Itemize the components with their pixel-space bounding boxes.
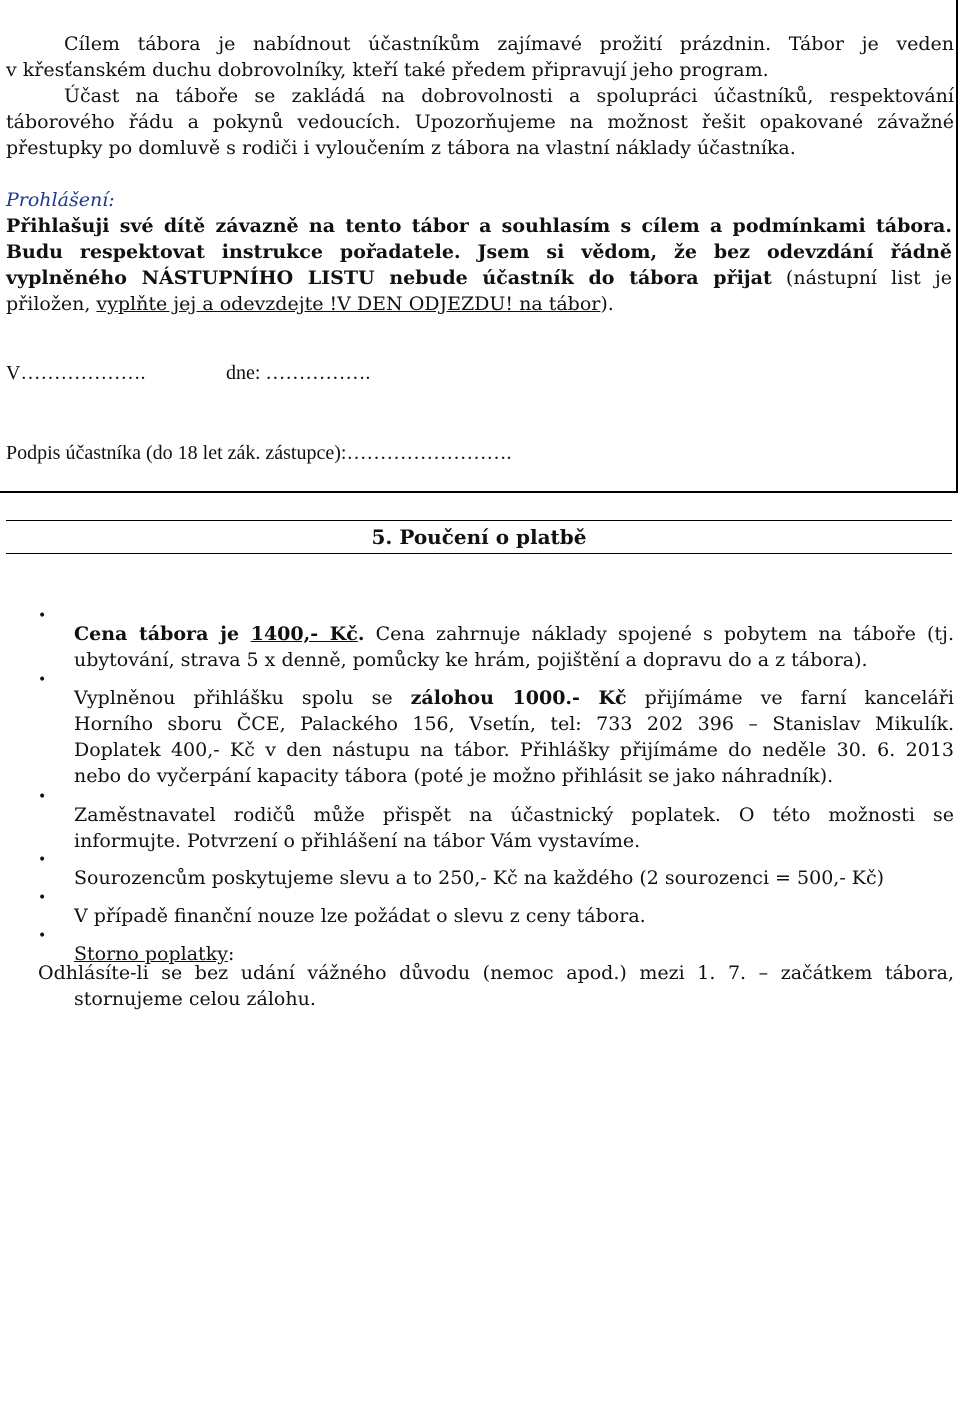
payment-item-1-line-1 bbox=[74, 621, 954, 647]
intro-line-1: Cílem tábora je nabídnout účastníkům zajímavé prožití prázdnin. Tábor je veden bbox=[64, 33, 954, 55]
price-label: Cena tábora je bbox=[74, 623, 251, 645]
declaration-label: Prohlášení: bbox=[6, 189, 115, 211]
intro-line-5: přestupky po domluvě s rodiči i vyloučením z tábora na vlastní náklady účastníka. bbox=[6, 137, 796, 159]
bullet-icon: • bbox=[38, 928, 47, 944]
payment-item-2-line-1 bbox=[74, 685, 954, 711]
price-dot: . bbox=[357, 623, 365, 645]
storno-heading: Storno poplatky bbox=[74, 943, 228, 965]
payment-item-3-line-2: informujte. Potvrzení o přihlášení na tábor Vám vystavíme. bbox=[74, 830, 641, 852]
price-desc: Cena zahrnuje náklady spojené s pobytem na táboře (tj. bbox=[364, 623, 954, 645]
deposit-amount: zálohou 1000.- Kč bbox=[410, 687, 627, 709]
section-title: 5. Poučení o platbě bbox=[371, 525, 587, 549]
deposit-text-b: přijímáme ve farní kanceláři bbox=[626, 687, 954, 709]
declaration-line-4-underlined: vyplňte jej a odevzdejte !V DEN ODJEZDU! na tábor bbox=[96, 293, 601, 315]
intro-line-4: táborového řádu a pokynů vedoucích. Upozorňujeme na možnost řešit opakované závažné bbox=[6, 111, 954, 133]
payment-item-1-line-2: ubytování, strava 5 x denně, pomůcky ke hrám, pojištění a dopravu do a z tábora). bbox=[74, 649, 868, 671]
place-field[interactable]: V………………. bbox=[6, 362, 146, 384]
storno-line-1: Odhlásíte-li se bez udání vážného důvodu (nemoc apod.) mezi 1. 7. – začátkem tábora, bbox=[38, 962, 954, 984]
declaration-line-4-a: přiložen, bbox=[6, 293, 97, 315]
declaration-line-3 bbox=[6, 265, 952, 291]
payment-item-5: V případě finanční nouze lze požádat o slevu z ceny tábora. bbox=[74, 905, 646, 927]
bullet-icon: • bbox=[38, 672, 47, 688]
section-heading bbox=[6, 520, 952, 554]
payment-item-2-line-2: Horního sboru ČCE, Palackého 156, Vsetín, tel: 733 202 396 – Stanislav Mikulík. bbox=[74, 713, 954, 735]
payment-item-2-line-4: nebo do vyčerpání kapacity tábora (poté je možno přihlásit se jako náhradník). bbox=[74, 765, 834, 787]
bullet-icon: • bbox=[38, 789, 47, 805]
declaration-line-1: Přihlašuji své dítě závazně na tento tábor a souhlasím s cílem a podmínkami tábora. bbox=[6, 215, 952, 237]
bullet-icon: • bbox=[38, 852, 47, 868]
storno-colon: : bbox=[227, 943, 235, 965]
payment-item-3-line-1: Zaměstnavatel rodičů může přispět na účastnický poplatek. O této možnosti se bbox=[74, 804, 954, 826]
payment-item-2-line-3: Doplatek 400,- Kč v den nástupu na tábor. Přihlášky přijímáme do neděle 30. 6. 2013 bbox=[74, 739, 954, 761]
declaration-line-3-bold: vyplněného NÁSTUPNÍHO LISTU nebude účastník do tábora přijat bbox=[6, 267, 772, 289]
declaration-line-4-b: ). bbox=[600, 293, 614, 315]
intro-line-3: Účast na táboře se zakládá na dobrovolnosti a spolupráci účastníků, respektování bbox=[64, 85, 954, 107]
declaration-line-2: Budu respektovat instrukce pořadatele. Jsem si vědom, že bez odevzdání řádně bbox=[6, 241, 952, 263]
declaration-line-4 bbox=[6, 291, 952, 317]
bullet-icon: • bbox=[38, 608, 47, 624]
date-field[interactable]: dne: ……………. bbox=[226, 362, 371, 384]
price-value: 1400,- Kč bbox=[250, 623, 358, 645]
deposit-text-a: Vyplněnou přihlášku spolu se bbox=[74, 687, 411, 709]
bullet-icon: • bbox=[38, 890, 47, 906]
declaration-line-3-rest: (nástupní list je bbox=[771, 267, 952, 289]
intro-line-2: v křesťanském duchu dobrovolníky, kteří také předem připravují jeho program. bbox=[6, 59, 769, 81]
signature-field[interactable]: Podpis účastníka (do 18 let zák. zástupce):……………………. bbox=[6, 442, 512, 464]
payment-item-4: Sourozencům poskytujeme slevu a to 250,- Kč na každého (2 sourozenci = 500,- Kč) bbox=[74, 867, 885, 889]
storno-line-2: stornujeme celou zálohu. bbox=[74, 988, 316, 1010]
